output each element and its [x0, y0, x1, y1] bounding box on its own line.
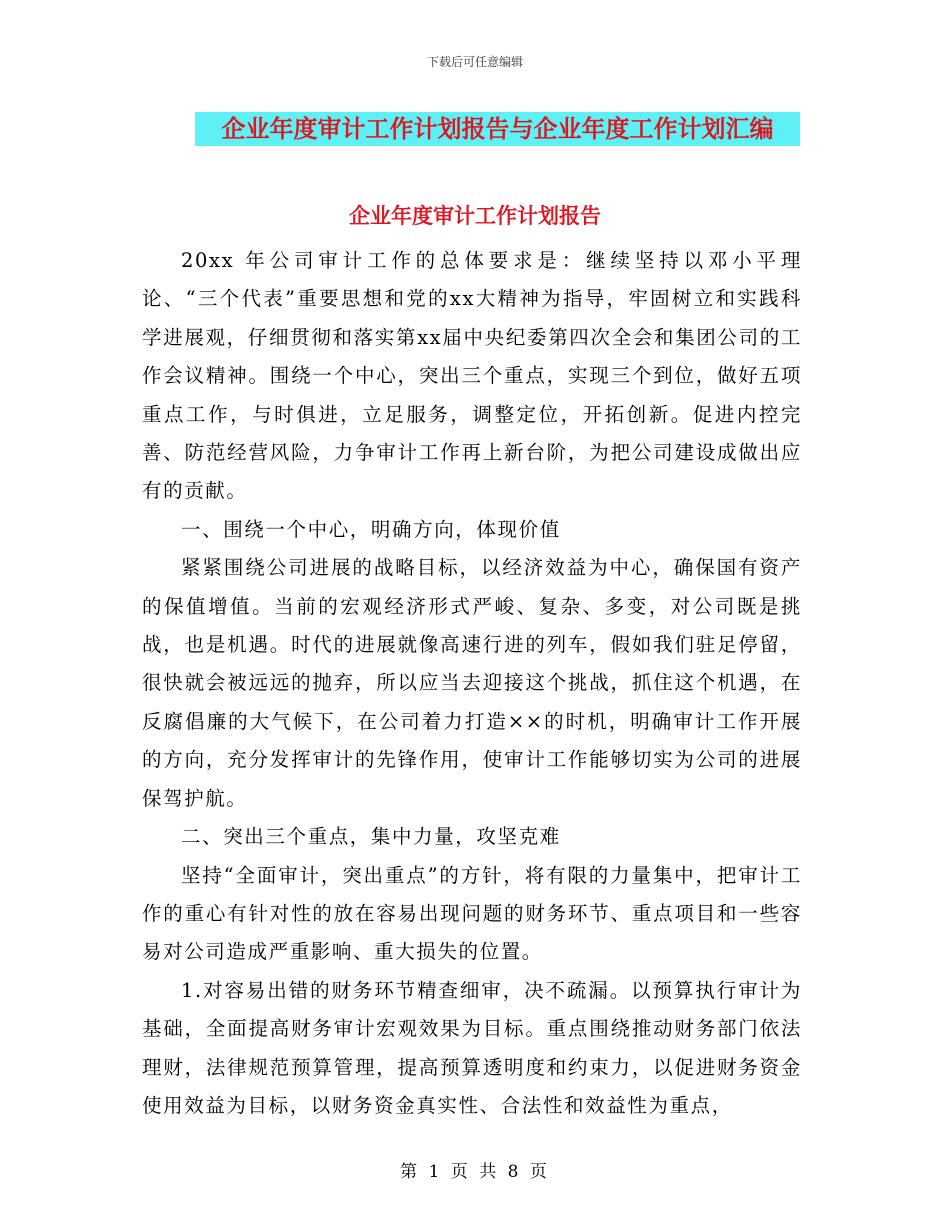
sub-title: 企业年度审计工作计划报告 [349, 204, 601, 228]
document-body [142, 242, 802, 1125]
main-title: 企业年度审计工作计划报告与企业年度工作计划汇编 [221, 115, 774, 143]
page-footer: 第 1 页 共 8 页 [400, 1162, 550, 1182]
paragraph-intro: 20xx 年公司审计工作的总体要求是：继续坚持以邓小平理论、“三个代表”重要思想和党的xx大精神为指导，牢固树立和实践科学进展观，仔细贯彻和落实第xx届中央纪委第四次全会和集团公司的工作会议精神。围绕一个中心，突出三个重点，实现三个到位，做好五项重点工作，与时俱进，立足服务，调整定位，开拓创新。促进内控完善、防范经营风险，力争审计工作再上新台阶，为把公司建设成做出应有的贡献。 [142, 249, 802, 503]
header-note: 下载后可任意编辑 [426, 55, 523, 69]
section-heading-2: 二、突出三个重点，集中力量，攻坚克难 [181, 825, 561, 849]
paragraph-section-1: 紧紧围绕公司进展的战略目标，以经济效益为中心，确保国有资产的保值增值。当前的宏观经济形式严峻、复杂、多变，对公司既是挑战，也是机遇。时代的进展就像高速行进的列车，假如我们驻足停留，很快就会被远远的抛弃，所以应当去迎接这个挑战，抓住这个机遇，在反腐倡廉的大气候下，在公司着力打造××的时机，明确审计工作开展的方向，充分发挥审计的先锋作用，使审计工作能够切实为公司的进展保驾护航。 [142, 556, 802, 810]
paragraph-item-1: 1.对容易出错的财务环节精查细审，决不疏漏。以预算执行审计为基础，全面提高财务审计宏观效果为目标。重点围绕推动财务部门依法理财，法律规范预算管理，提高预算透明度和约束力，以促进财务资金使用效益为目标，以财务资金真实性、合法性和效益性为重点， [142, 978, 802, 1117]
section-heading-1: 一、围绕一个中心，明确方向，体现价值 [181, 517, 561, 541]
main-title-highlight [195, 112, 800, 146]
paragraph-section-2: 坚持“全面审计，突出重点”的方针，将有限的力量集中，把审计工作的重心有针对性的放在容易出现问题的财务环节、重点项目和一些容易对公司造成严重影响、重大损失的位置。 [142, 863, 802, 964]
